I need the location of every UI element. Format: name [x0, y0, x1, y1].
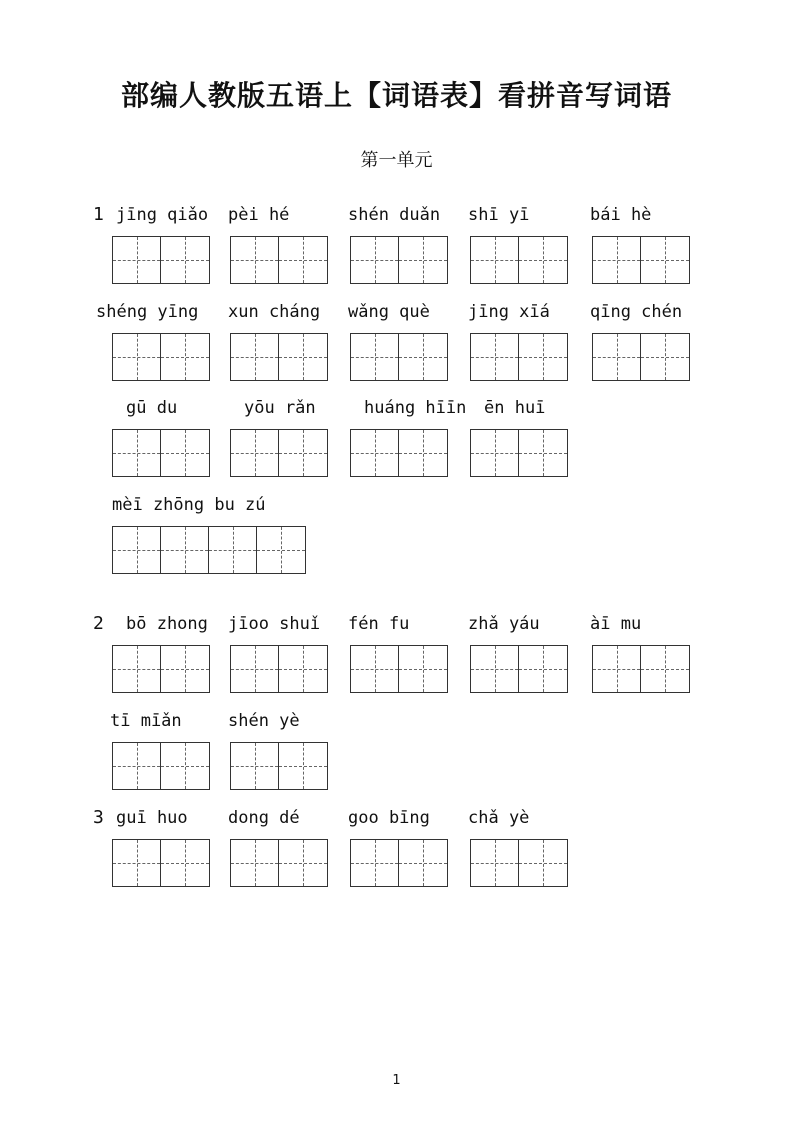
pinyin-label: àī mu: [590, 614, 642, 634]
writing-grid[interactable]: [470, 429, 568, 477]
tianzige-cell[interactable]: [257, 527, 305, 573]
pinyin-label: zhǎ yáu: [468, 614, 540, 634]
writing-grid[interactable]: [592, 236, 690, 284]
writing-grid[interactable]: [112, 429, 210, 477]
tianzige-cell[interactable]: [471, 334, 519, 380]
unit-number: 2: [93, 613, 104, 634]
tianzige-cell[interactable]: [231, 743, 279, 789]
pinyin-label: jīng xīá: [468, 302, 550, 322]
tianzige-cell[interactable]: [593, 237, 641, 283]
writing-grid[interactable]: [470, 645, 568, 693]
tianzige-cell[interactable]: [113, 430, 161, 476]
unit-heading: 第一单元: [360, 150, 433, 171]
tianzige-cell[interactable]: [399, 237, 447, 283]
writing-grid[interactable]: [230, 742, 328, 790]
writing-grid[interactable]: [112, 333, 210, 381]
tianzige-cell[interactable]: [161, 743, 209, 789]
tianzige-cell[interactable]: [113, 840, 161, 886]
tianzige-cell[interactable]: [399, 646, 447, 692]
writing-grid[interactable]: [350, 429, 448, 477]
tianzige-cell[interactable]: [113, 646, 161, 692]
pinyin-label: goo bīng: [348, 808, 430, 828]
tianzige-cell[interactable]: [161, 527, 209, 573]
tianzige-cell[interactable]: [641, 334, 689, 380]
tianzige-cell[interactable]: [351, 334, 399, 380]
tianzige-cell[interactable]: [279, 430, 327, 476]
tianzige-cell[interactable]: [519, 334, 567, 380]
tianzige-cell[interactable]: [471, 430, 519, 476]
writing-grid[interactable]: [112, 236, 210, 284]
pinyin-label: xun cháng: [228, 302, 321, 322]
pinyin-label: gū du: [126, 398, 178, 418]
tianzige-cell[interactable]: [351, 430, 399, 476]
pinyin-label: bō zhong: [126, 614, 208, 634]
writing-grid[interactable]: [112, 645, 210, 693]
writing-grid[interactable]: [230, 333, 328, 381]
writing-grid[interactable]: [470, 236, 568, 284]
tianzige-cell[interactable]: [351, 646, 399, 692]
tianzige-cell[interactable]: [399, 430, 447, 476]
pinyin-label: shéng yīng: [96, 302, 199, 322]
writing-grid[interactable]: [592, 333, 690, 381]
unit-number: 1: [93, 204, 104, 225]
tianzige-cell[interactable]: [113, 334, 161, 380]
writing-grid[interactable]: [112, 839, 210, 887]
pinyin-label: pèi hé: [228, 205, 290, 225]
tianzige-cell[interactable]: [113, 527, 161, 573]
tianzige-cell[interactable]: [113, 743, 161, 789]
pinyin-label: wǎng què: [348, 302, 430, 322]
tianzige-cell[interactable]: [231, 237, 279, 283]
tianzige-cell[interactable]: [471, 237, 519, 283]
page-number: 1: [392, 1073, 401, 1088]
tianzige-cell[interactable]: [471, 840, 519, 886]
writing-grid[interactable]: [470, 839, 568, 887]
tianzige-cell[interactable]: [351, 840, 399, 886]
writing-grid[interactable]: [230, 839, 328, 887]
writing-grid[interactable]: [592, 645, 690, 693]
page-title: 部编人教版五语上【词语表】看拼音写词语: [120, 79, 672, 112]
tianzige-cell[interactable]: [279, 743, 327, 789]
writing-grid[interactable]: [350, 645, 448, 693]
tianzige-cell[interactable]: [209, 527, 257, 573]
tianzige-cell[interactable]: [641, 646, 689, 692]
pinyin-label: jīng qiǎo: [116, 205, 209, 225]
writing-grid[interactable]: [230, 645, 328, 693]
pinyin-label: guī huo: [116, 808, 188, 828]
tianzige-cell[interactable]: [519, 237, 567, 283]
unit-number: 3: [93, 807, 104, 828]
tianzige-cell[interactable]: [279, 646, 327, 692]
tianzige-cell[interactable]: [161, 237, 209, 283]
tianzige-cell[interactable]: [399, 334, 447, 380]
tianzige-cell[interactable]: [593, 646, 641, 692]
pinyin-label: yōu rǎn: [244, 398, 316, 418]
tianzige-cell[interactable]: [351, 237, 399, 283]
tianzige-cell[interactable]: [231, 430, 279, 476]
writing-grid[interactable]: [112, 742, 210, 790]
tianzige-cell[interactable]: [279, 840, 327, 886]
writing-grid[interactable]: [470, 333, 568, 381]
tianzige-cell[interactable]: [231, 840, 279, 886]
pinyin-label: bái hè: [590, 205, 652, 225]
pinyin-label: chǎ yè: [468, 808, 530, 828]
pinyin-label: ēn huī: [484, 398, 546, 418]
pinyin-label: fén fu: [348, 614, 410, 634]
tianzige-cell[interactable]: [399, 840, 447, 886]
writing-grid[interactable]: [230, 236, 328, 284]
tianzige-cell[interactable]: [641, 237, 689, 283]
tianzige-cell[interactable]: [231, 646, 279, 692]
tianzige-cell[interactable]: [161, 430, 209, 476]
tianzige-cell[interactable]: [161, 646, 209, 692]
tianzige-cell[interactable]: [231, 334, 279, 380]
tianzige-cell[interactable]: [113, 237, 161, 283]
tianzige-cell[interactable]: [279, 237, 327, 283]
pinyin-label: mèī zhōng bu zú: [112, 495, 266, 515]
tianzige-cell[interactable]: [471, 646, 519, 692]
tianzige-cell[interactable]: [519, 646, 567, 692]
tianzige-cell[interactable]: [161, 334, 209, 380]
writing-grid[interactable]: [112, 526, 306, 574]
pinyin-label: huáng hīīn: [364, 398, 467, 418]
tianzige-cell[interactable]: [593, 334, 641, 380]
writing-grid[interactable]: [350, 839, 448, 887]
pinyin-label: shén yè: [228, 711, 300, 731]
writing-grid[interactable]: [230, 429, 328, 477]
pinyin-label: qīng chén: [590, 302, 683, 322]
writing-grid[interactable]: [350, 333, 448, 381]
pinyin-label: shén duǎn: [348, 205, 441, 225]
tianzige-cell[interactable]: [279, 334, 327, 380]
tianzige-cell[interactable]: [161, 840, 209, 886]
pinyin-label: shī yī: [468, 205, 530, 225]
tianzige-cell[interactable]: [519, 840, 567, 886]
tianzige-cell[interactable]: [519, 430, 567, 476]
pinyin-label: dong dé: [228, 808, 300, 828]
pinyin-label: jīoo shuǐ: [228, 614, 321, 634]
writing-grid[interactable]: [350, 236, 448, 284]
pinyin-label: tī mīǎn: [110, 711, 182, 731]
